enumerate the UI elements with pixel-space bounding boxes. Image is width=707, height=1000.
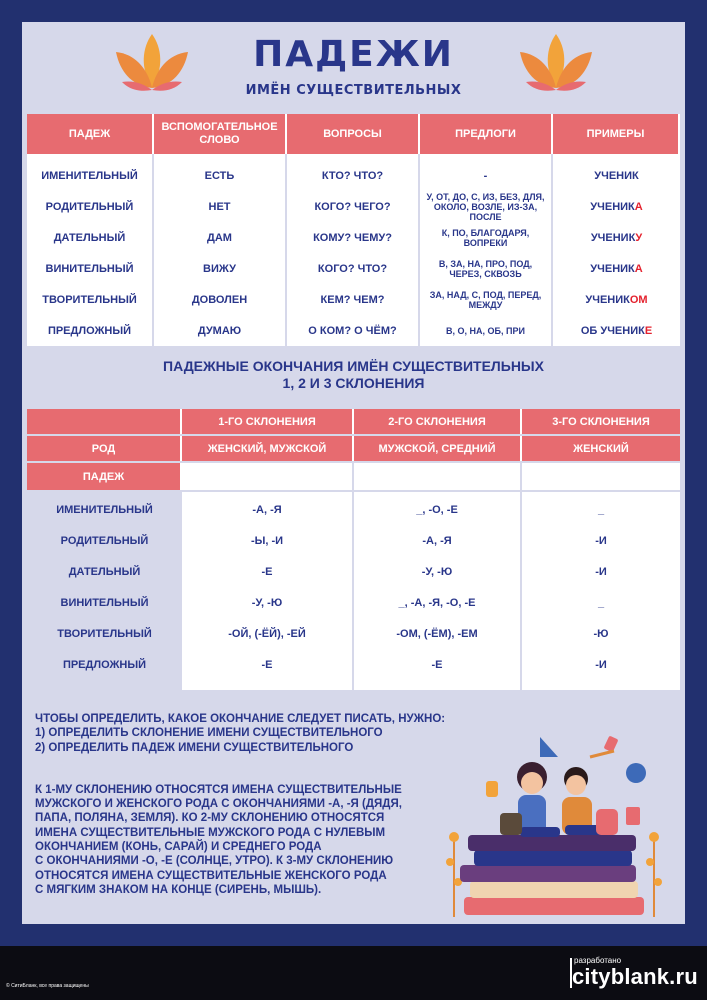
ending-cell: _ (597, 503, 605, 516)
ending-cell: -И (595, 565, 607, 578)
gender-cell: ЖЕНСКИЙ, МУЖСКОЙ (182, 436, 354, 461)
header-declension-3: 3-ГО СКЛОНЕНИЯ (522, 409, 680, 434)
ending-cell: -Е (261, 658, 273, 671)
ending-cell: -И (595, 658, 607, 671)
example-cell (553, 315, 680, 346)
case-cell: ИМЕНИТЕЛЬНЫЙ (41, 170, 138, 183)
column-questions (287, 154, 420, 346)
gender-label: РОД (27, 436, 182, 461)
empty-cell (182, 463, 354, 490)
column-helper-words (154, 154, 287, 346)
column-cases (27, 154, 154, 346)
notes-line: 2) ОПРЕДЕЛИТЬ ПАДЕЖ ИМЕНИ СУЩЕСТВИТЕЛЬНОГО (35, 741, 354, 754)
preposition-cell: К, ПО, БЛАГОДАРЯ, ВОПРЕКИ (441, 228, 530, 249)
header (22, 22, 685, 114)
declension-header-row (27, 409, 680, 434)
endings-table (27, 409, 680, 690)
helper-word-cell: ВИЖУ (203, 262, 236, 275)
notes-line: ОКОНЧАНИЕМ (КОНЬ, САРАЙ) И СРЕДНЕГО РОДА (35, 841, 322, 854)
preposition-cell: ЗА, НАД, С, ПОД, ПЕРЕД, МЕЖДУ (429, 289, 542, 310)
notes-line: МУЖСКОГО И ЖЕНСКОГО РОДА С ОКОНЧАНИЯМИ -А, -Я (ДЯДЯ, (35, 798, 402, 811)
students-on-books-illustration (440, 717, 680, 917)
example-stem: ОБ УЧЕНИК (580, 324, 645, 337)
case-cell: ВИНИТЕЛЬНЫЙ (45, 262, 134, 275)
header-helper-word: ВСПОМОГАТЕЛЬНОЕ СЛОВО (154, 114, 287, 154)
example-ending: У (635, 232, 643, 245)
example-ending: А (634, 262, 643, 275)
poster (22, 22, 685, 924)
preposition-cell: В, ЗА, НА, ПРО, ПОД, ЧЕРЕЗ, СКВОЗЬ (438, 258, 533, 279)
ending-cell: -Е (261, 565, 273, 578)
notes (35, 712, 465, 897)
notes-line: 1) ОПРЕДЕЛИТЬ СКЛОНЕНИЕ ИМЕНИ СУЩЕСТВИТЕЛЬНОГО (35, 727, 383, 740)
example-stem: УЧЕНИК (585, 293, 630, 306)
ending-cell: -А, -Я (252, 503, 282, 516)
developed-by-label: разработано (574, 956, 622, 965)
cases-table (27, 114, 680, 346)
notes-line: К 1-МУ СКЛОНЕНИЮ ОТНОСЯТСЯ ИМЕНА СУЩЕСТВИТЕЛЬНЫЕ (35, 783, 402, 796)
case-cell: ВИНИТЕЛЬНЫЙ (60, 596, 149, 609)
column-examples (553, 154, 680, 346)
notes-line: ИМЕНА СУЩЕСТВИТЕЛЬНЫЕ МУЖСКОГО РОДА С НУЛЕВЫМ (35, 826, 386, 839)
question-cell: О КОМ? О ЧЁМ? (308, 324, 397, 337)
preposition-cell: В, О, НА, ОБ, ПРИ (446, 325, 525, 336)
column-declension-2 (354, 492, 522, 690)
ending-cell: -ОМ, (-ЁМ), -ЕМ (396, 627, 478, 640)
gender-cell: МУЖСКОЙ, СРЕДНИЙ (354, 436, 522, 461)
notes-line: ОТНОСЯТСЯ ИМЕНА СУЩЕСТВИТЕЛЬНЫЕ ЖЕНСКОГО РОДА (35, 869, 387, 882)
gender-cell: ЖЕНСКИЙ (522, 436, 680, 461)
brand-link[interactable]: cityblank.ru (572, 964, 698, 989)
section-title-line: ПАДЕЖНЫЕ ОКОНЧАНИЯ ИМЁН СУЩЕСТВИТЕЛЬНЫХ (163, 358, 544, 374)
notes-line: С МЯГКИМ ЗНАКОМ НА КОНЦЕ (СИРЕНЬ, МЫШЬ). (35, 883, 322, 896)
preposition-cell: - (483, 170, 488, 183)
example-ending: ОМ (629, 293, 648, 306)
empty-cell (522, 463, 680, 490)
header-examples: ПРИМЕРЫ (553, 114, 680, 154)
ending-cell: -А, -Я (422, 534, 452, 547)
helper-word-cell: ЕСТЬ (204, 170, 235, 183)
example-cell (553, 161, 680, 192)
case-cell: ИМЕНИТЕЛЬНЫЙ (56, 503, 153, 516)
example-ending: А (634, 201, 643, 214)
ending-cell: -ОЙ, (-ЁЙ), -ЕЙ (228, 627, 306, 640)
header-declension-2: 2-ГО СКЛОНЕНИЯ (354, 409, 522, 434)
case-cell: ДАТЕЛЬНЫЙ (53, 232, 126, 245)
page-subtitle: ИМЁН СУЩЕСТВИТЕЛЬНЫХ (245, 83, 462, 98)
example-stem: УЧЕНИК (590, 201, 635, 214)
case-cell: ПРЕДЛОЖНЫЙ (47, 324, 132, 337)
helper-word-cell: ДАМ (207, 232, 232, 245)
header-prepositions: ПРЕДЛОГИ (420, 114, 553, 154)
notes-line: ЧТОБЫ ОПРЕДЕЛИТЬ, КАКОЕ ОКОНЧАНИЕ СЛЕДУЕТ ПИСАТЬ, НУЖНО: (35, 713, 446, 725)
question-cell: КЕМ? ЧЕМ? (320, 293, 385, 306)
endings-body (27, 492, 680, 690)
case-label: ПАДЕЖ (27, 463, 182, 490)
case-cell: ТВОРИТЕЛЬНЫЙ (57, 627, 152, 640)
example-ending: Е (644, 324, 653, 337)
ending-cell: -Ы, -И (250, 534, 284, 547)
case-cell: ДАТЕЛЬНЫЙ (68, 565, 141, 578)
question-cell: КОГО? ЧЕГО? (314, 201, 391, 214)
copyright: © СитиБланк, все права защищены (6, 983, 89, 989)
case-cell: РОДИТЕЛЬНЫЙ (45, 201, 134, 214)
header-declension-1: 1-ГО СКЛОНЕНИЯ (182, 409, 354, 434)
example-stem: УЧЕНИК (590, 232, 636, 245)
helper-word-cell: ДОВОЛЕН (191, 293, 248, 306)
section-title-line: 1, 2 И 3 СКЛОНЕНИЯ (282, 375, 425, 391)
column-declension-1 (182, 492, 354, 690)
example-cell (553, 223, 680, 254)
column-cases (27, 492, 182, 690)
ending-cell: -У, -Ю (421, 565, 453, 578)
example-stem: УЧЕНИК (594, 170, 639, 183)
example-stem: УЧЕНИК (590, 262, 635, 275)
helper-word-cell: НЕТ (208, 201, 231, 214)
page-title: ПАДЕЖИ (253, 34, 454, 75)
case-cell: ТВОРИТЕЛЬНЫЙ (42, 293, 137, 306)
ending-cell: -Е (431, 658, 443, 671)
question-cell: КОМУ? ЧЕМУ? (313, 232, 392, 245)
header-case: ПАДЕЖ (27, 114, 154, 154)
ending-cell: _, -О, -Е (416, 503, 458, 516)
example-cell (553, 253, 680, 284)
case-cell: ПРЕДЛОЖНЫЙ (62, 658, 147, 671)
gender-row (27, 436, 680, 461)
ending-cell: _, -А, -Я, -О, -Е (398, 596, 476, 609)
empty-header (27, 409, 182, 434)
case-cell: РОДИТЕЛЬНЫЙ (60, 534, 149, 547)
ending-cell: _ (597, 596, 605, 609)
ending-cell: -Ю (593, 627, 609, 640)
empty-cell (354, 463, 522, 490)
ending-cell: -У, -Ю (251, 596, 283, 609)
example-cell (553, 192, 680, 223)
question-cell: КТО? ЧТО? (321, 170, 384, 183)
ending-cell: -И (595, 534, 607, 547)
case-label-row (27, 463, 680, 490)
section-title (22, 358, 685, 392)
column-declension-3 (522, 492, 680, 690)
preposition-cell: У, ОТ, ДО, С, ИЗ, БЕЗ, ДЛЯ, ОКОЛО, ВОЗЛЕ, ИЗ-ЗА, ПОСЛЕ (426, 192, 545, 223)
helper-word-cell: ДУМАЮ (197, 324, 242, 337)
column-prepositions (420, 154, 553, 346)
question-cell: КОГО? ЧТО? (317, 262, 388, 275)
example-cell (553, 284, 680, 315)
notes-line: ПАПА, ПОЛЯНА, ЗЕМЛЯ). КО 2-МУ СКЛОНЕНИЮ ОТНОСЯТСЯ (35, 812, 385, 825)
notes-line: С ОКОНЧАНИЯМИ -О, -Е (СОЛНЦЕ, УТРО). К 3-МУ СКЛОНЕНИЮ (35, 855, 394, 868)
header-questions: ВОПРОСЫ (287, 114, 420, 154)
